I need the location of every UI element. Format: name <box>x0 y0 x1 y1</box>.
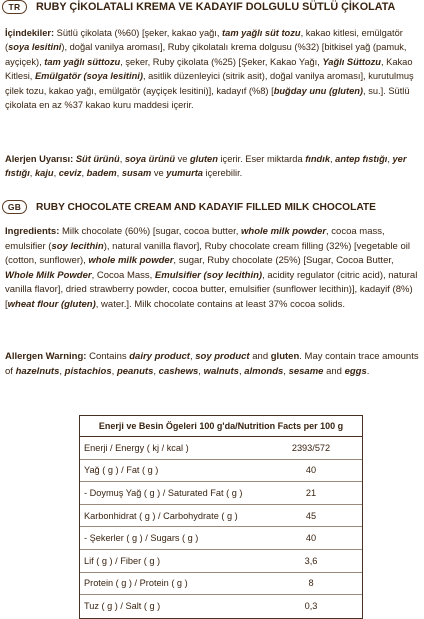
emphasized-text: gluten <box>190 154 218 164</box>
nutrition-row <box>80 573 362 596</box>
emphasized-text: walnuts <box>203 365 239 377</box>
text-segment: , water.]. Milk chocolate contains at least 37% cocoa solids. <box>95 298 346 310</box>
emphasized-text: eggs <box>344 365 367 377</box>
emphasized-text: tam yağlı süt tozu <box>222 28 301 38</box>
emphasized-text: Emulsifier (soy lecithin) <box>154 269 263 281</box>
text-segment: , <box>119 154 125 164</box>
nutrient-label: - Doymuş Yağ ( g ) / Saturated Fat ( g ) <box>84 487 243 498</box>
text-segment: , <box>59 365 65 377</box>
emphasized-text: sesame <box>288 365 324 377</box>
text-segment: and <box>323 365 345 377</box>
gb-product-title: RUBY CHOCOLATE CREAM AND KADAYIF FILLED MILK CHOCOLATE <box>36 201 376 213</box>
emphasized-text: kaju <box>34 168 54 179</box>
nutrition-row <box>80 437 362 460</box>
emphasized-text: gluten <box>270 351 300 362</box>
text-segment: , cocoa mass, emulsifier ( <box>5 226 385 252</box>
text-segment: Contains <box>86 351 130 362</box>
nutrition-row <box>80 505 362 528</box>
emphasized-text: soya ürünü <box>124 154 175 164</box>
text-segment: , <box>111 365 117 377</box>
gb-allergen-warning <box>5 350 419 379</box>
nutrient-label: Enerji / Energy ( kj / kcal ) <box>84 442 189 453</box>
nutrient-value: 40 <box>305 533 317 544</box>
text-segment: , <box>81 168 87 179</box>
text-segment: , sugar, Ruby chocolate (25%) [Sugar, Cocoa Butter, <box>173 255 394 267</box>
emphasized-text: yer fıstığı <box>5 154 407 179</box>
nutrient-label: Karbonhidrat ( g ) / Carbohydrate ( g ) <box>84 510 238 521</box>
emphasized-text: soy lecithin <box>51 240 104 252</box>
gb-heading <box>2 200 376 214</box>
emphasized-text: buğday unu (gluten) <box>273 85 364 96</box>
emphasized-text: Allergen Warning: <box>5 351 87 362</box>
nutrient-label: - Şekerler ( g ) / Sugars ( g ) <box>84 533 199 544</box>
nutrition-row <box>80 460 362 483</box>
text-segment: , <box>198 365 204 377</box>
emphasized-text: Whole Milk Powder <box>5 269 92 281</box>
text-segment: . <box>366 365 370 377</box>
emphasized-text: antep fıstığı <box>335 154 388 164</box>
text-segment: ), doğal vanilya aroması], Ruby çikolatalı krema dolgusu (%32) [bitkisel yağ (pamuk, ayçiçek), <box>5 42 407 67</box>
emphasized-text: Ingredients: <box>5 226 60 237</box>
nutrient-value: 0,3 <box>304 601 318 612</box>
text-segment: ve <box>175 154 190 164</box>
nutrient-label: Lif ( g ) / Fiber ( g ) <box>84 555 161 566</box>
text-segment: , Cocoa Mass, <box>91 269 155 281</box>
emphasized-text: pistachios <box>64 365 112 377</box>
text-segment: , <box>153 365 159 377</box>
emphasized-text: ceviz <box>58 168 82 179</box>
emphasized-text: yumurta <box>166 168 203 179</box>
emphasized-text: fındık <box>305 154 330 164</box>
emphasized-text: almonds <box>244 365 284 377</box>
tr-language-badge: TR <box>2 0 27 14</box>
emphasized-text: Yağlı Süttozu <box>322 56 381 67</box>
nutrition-table-title: Enerji ve Besin Ögeleri 100 g'da/Nutrition Facts per 100 g <box>80 416 362 437</box>
text-segment: içerebilir. <box>202 168 243 179</box>
emphasized-text: soya lesitini <box>8 42 62 53</box>
text-segment: ), natural vanilla flavor], Ruby chocolate cream filling (32%) [vegetable oil (cotton, sunflower), <box>5 240 410 267</box>
nutrition-row <box>80 482 362 505</box>
text-segment: , <box>283 365 289 377</box>
text-segment: Sütlü çikolata (%60) [şeker, kakao yağı, <box>54 28 223 38</box>
nutrient-label: Tuz ( g ) / Salt ( g ) <box>84 601 161 612</box>
emphasized-text: İçindekiler: <box>5 28 55 38</box>
emphasized-text: badem <box>86 168 117 179</box>
text-segment: , <box>116 168 122 179</box>
nutrient-value: 3,6 <box>304 555 318 566</box>
nutrient-label: Protein ( g ) / Protein ( g ) <box>84 578 188 589</box>
emphasized-text: whole milk powder <box>241 226 327 237</box>
text-segment: ve <box>151 168 167 179</box>
nutrition-row <box>80 595 362 618</box>
nutrient-value: 8 <box>308 578 314 589</box>
text-segment: , <box>330 154 336 164</box>
text-segment: and <box>249 351 271 362</box>
tr-product-title: RUBY ÇİKOLATALI KREMA VE KADAYIF DOLGULU SÜTLÜ ÇİKOLATA <box>36 1 396 13</box>
text-segment: , <box>387 154 393 164</box>
emphasized-text: wheat flour (gluten) <box>7 298 96 310</box>
nutrition-rows <box>80 437 362 618</box>
nutrition-row <box>80 550 362 573</box>
text-segment: , acidity regulator (citric acid), natural vanilla flavor], dried strawberry powder, cocoa butter, emulsifier (sunflower lecithin)], kadayif (8%) [ <box>5 269 418 310</box>
gb-language-badge: GB <box>2 200 27 214</box>
nutrient-value: 21 <box>305 487 317 498</box>
tr-ingredients <box>5 26 419 112</box>
text-segment: , <box>53 168 59 179</box>
emphasized-text: Emülgatör (soya lesitini) <box>34 71 143 82</box>
text-segment: , <box>189 351 196 362</box>
emphasized-text: susam <box>121 168 152 179</box>
nutrition-table <box>79 415 363 619</box>
text-segment: . May contain trace amounts of <box>5 351 419 377</box>
text-segment: , kakao kitlesi, emülgatör ( <box>5 28 403 53</box>
emphasized-text: whole milk powder <box>88 255 174 267</box>
nutrient-value: 2393/572 <box>291 442 331 453</box>
emphasized-text: dairy product <box>129 351 190 362</box>
text-segment: içerir. Eser miktarda <box>217 154 306 164</box>
tr-heading <box>2 0 395 14</box>
nutrition-row <box>80 527 362 550</box>
nutrient-value: 40 <box>305 465 317 476</box>
emphasized-text: Alerjen Uyarısı: <box>5 154 74 164</box>
text-segment: , <box>29 168 35 179</box>
text-segment: , Kakao Kitlesi, <box>5 56 413 82</box>
emphasized-text: tam yağlı süttozu <box>44 56 121 67</box>
emphasized-text: cashews <box>158 365 199 377</box>
text-segment: , asitlik düzenleyici (sitrik asit), doğal vanilya aroması], kurutulmuş çilek tozu, kakao yağı, emülgatör (ayçiçek lesitini)], kadayıf (%8) [ <box>5 71 414 96</box>
emphasized-text: hazelnuts <box>15 365 60 377</box>
tr-allergen-warning <box>5 152 419 181</box>
text-segment: , <box>238 365 245 377</box>
emphasized-text: soy product <box>195 351 250 362</box>
nutrient-label: Yağ ( g ) / Fat ( g ) <box>84 465 159 476</box>
text-segment: , şeker, Ruby çikolata (%25) [Şeker, Kakao Yağı, <box>120 56 323 67</box>
emphasized-text: Süt ürünü <box>75 154 120 164</box>
text-segment: Milk chocolate (60%) [sugar, cocoa butter, <box>59 226 242 237</box>
nutrient-value: 45 <box>305 510 317 521</box>
gb-ingredients <box>5 225 419 313</box>
text-segment: , su.]. Sütlü çikolata en az %37 kakao kuru maddesi içerir. <box>5 85 410 111</box>
emphasized-text: peanuts <box>116 365 154 377</box>
